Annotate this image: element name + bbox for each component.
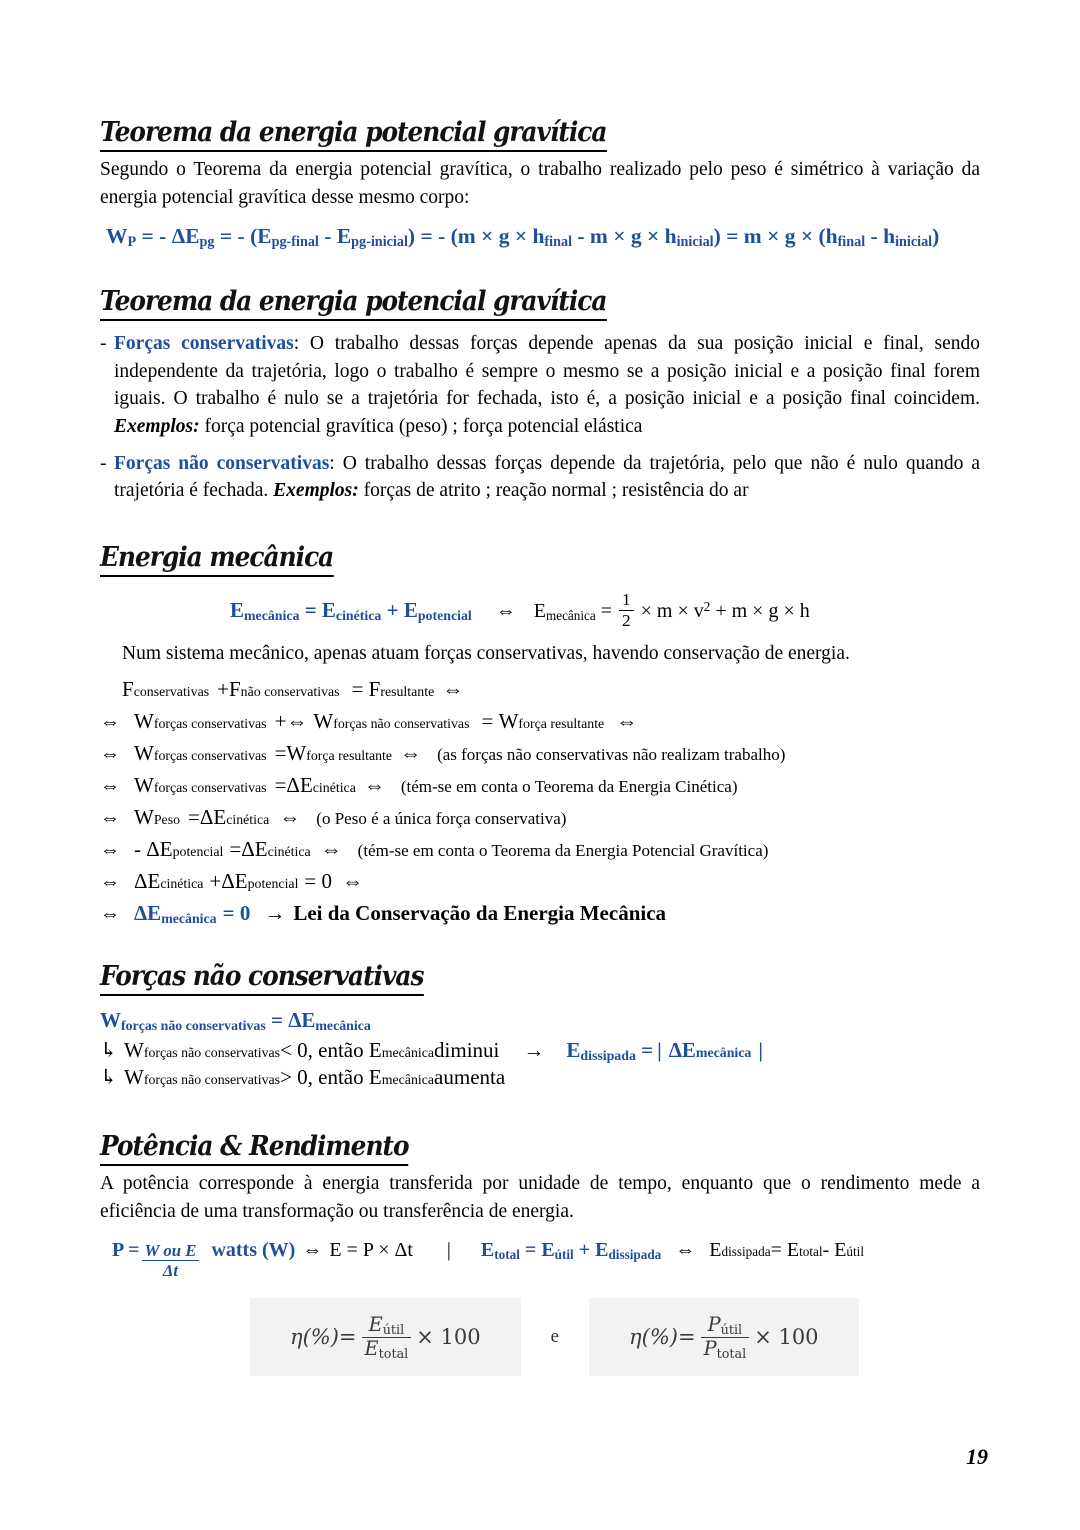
chain-f2: F [228,677,241,702]
eff-den-right-sub: total [716,1346,747,1362]
formula-sub-inicial-1: inicial [676,233,714,250]
law-text: Lei da Conservação da Energia Mecânica [293,901,667,926]
text-conservativas-after: força potencial gravítica (peso) ; força potencial elástica [199,415,643,437]
em2-e: E [533,600,546,623]
formula-minus-3: - [865,223,884,248]
em-sub-potencial: potencial [417,608,472,624]
chain-e-4: E [254,837,268,862]
em2-eq: = [595,600,618,623]
formula-work-potential-energy [100,224,980,249]
chain-iff-icon-8: ⇔ [363,773,385,798]
pot-edis: E [595,1238,609,1261]
pot-etotal: E [480,1238,495,1261]
chain-e-3: E [159,837,173,862]
chain-eq-1: = [351,677,369,702]
row-wnc-negative: ↳ W forças não conservativas < 0, então E mecânica diminui → $E_{dissipada}$ = | ΔE mecânica | [100,1038,763,1064]
chain-f1: F [122,677,134,702]
chain-iff-icon-12: ⇔ [320,837,342,862]
chain-iff-icon-11: ⇔ [100,839,120,862]
formula-wnc-equals-delta-em [100,1008,980,1033]
list-body-2 [114,450,980,505]
list-dash-1: - [100,332,107,354]
chain-eq-5: = [188,805,200,830]
formula-energia-mecanica-blue [230,598,472,622]
eff-eta-left: η(%) [290,1325,339,1350]
pot-p-label: P = [112,1238,140,1261]
chain-note-teorema-potencial: (tém-se em conta o Teorema da Energia Potencial Gravítica) [357,841,769,861]
pot-e-equation: E = P × Δt [329,1238,413,1261]
chain-row-delta-potencial: ⇔ - Δ E potencial = Δ E cinética ⇔ (tém-se em conta o Teorema da Energia Potencial Gravítica) [100,837,769,862]
formula-eq-1: = - [136,223,172,248]
formula-sub-pg-inicial: pg-inicial [351,233,408,250]
fraction-one-half [619,591,634,630]
chain-iff-icon-4: ⇔ [616,709,638,734]
fraction-numerator-1: 1 [619,591,634,611]
pot-plus: + [573,1238,596,1261]
pot-iff-icon-2: ⇔ [675,1238,696,1261]
chain-iff-icon-3: ⇔ [286,709,308,734]
section-1-title-wrap [100,118,980,156]
eff-den-right-sym: P [703,1336,717,1360]
eff-den-right [701,1336,750,1362]
chain-f3: F [368,677,381,702]
eff-den-left [362,1336,412,1362]
list-item-forcas-nao-conservativas [100,450,980,505]
formula-potencia-rendimento: P = $\frac{\text{W ou E}}{\Delta t}$ watts (W) ⇔ E = P × Δt | $E_{total} = E_{útil} + E_{dissipada}$ ⇔ E dissipada = E total - E útil [112,1238,865,1281]
arrow-down-right-icon-2: ↳ [100,1065,118,1090]
list-item-forcas-conservativas [100,330,980,441]
fraction-denominator-2: 2 [622,611,631,631]
pot-divider: | [446,1238,451,1261]
chain-iff-icon-15: ⇔ [100,903,120,926]
abs-bar-open: | [657,1038,662,1063]
chain-e-5: E [147,869,161,894]
abs-bar-close: | [758,1038,763,1063]
chain-row-delta-cinetica: ⇔ W forças conservativas = Δ E cinética ⇔ (tém-se em conta o Teorema da Energia Cinética) [100,773,738,798]
chain-w5: W [286,741,307,766]
formula-eq-2: = - ( [214,223,258,248]
eff-eq-left: = [338,1325,357,1350]
efficiency-fraction-left [362,1313,412,1362]
heading-teorema-energia-potencial-gravitica-2: Teorema da energia potencial gravítica [100,287,606,321]
formula-term-h2: h [664,223,677,248]
fraction-denominator-delta-t: Δt [162,1261,179,1281]
chain-e-2: E [213,805,227,830]
chain-row-peso: ⇔ W Peso = Δ E cinética ⇔ (o Peso é a única força conservativa) [100,805,567,830]
efficiency-box-power [589,1298,859,1376]
heading-forcas-nao-conservativas: Forças não conservativas [100,962,423,996]
chain-delta-2: Δ [199,805,214,830]
chain-iff-icon-1: ⇔ [442,677,464,702]
pot-iff-icon-1: ⇔ [302,1238,323,1261]
chain-delta-5: Δ [134,869,148,894]
pot-minus: - E [822,1238,847,1261]
efficiency-fraction-right [701,1313,750,1362]
chain-e-6: E [234,869,248,894]
section-5-title-wrap [100,1132,980,1170]
eff-num-left-sub: útil [382,1322,405,1338]
em-e: E [230,598,245,623]
law-zero: 0 [239,901,251,926]
examples-label-1: Exemplos: [114,415,200,437]
formula-term-e1: E [257,223,272,248]
text-nao-conservativas-after: forças de atrito ; reação normal ; resistência do ar [358,480,749,502]
neg-res-eq: = [635,1038,654,1063]
chain-eq-2: = [481,709,499,734]
em2-sub-mecanica: mecânica [545,608,596,624]
pot-eutil: E [541,1238,555,1261]
chain-iff-icon-9: ⇔ [100,807,120,830]
text-conservativas-before: O trabalho dessas forças depende apenas da sua posição inicial e final, sendo independente da trajetória, logo o trabalho é sempre o mesmo se a posição inicial e a posição final forem iguais. O trabalho é nulo se a trajetória for fechada, isto é, a posição inicial e a posição final coincidem. [114,332,981,410]
chain-row-sum-zero: ⇔ Δ E cinética + Δ E potencial = 0 ⇔ [100,869,364,894]
eff-den-left-sym: E [364,1336,379,1360]
pot-edis-sub: dissipada [608,1246,662,1262]
chain-w4: W [134,741,154,766]
eff-num-left-sym: E [368,1313,383,1337]
formula-sub-p: P [127,233,137,250]
wnc-de-sub: mecânica [315,1018,371,1034]
formula-term-w: W [106,223,128,248]
chain-note-nao-realizam: (as forças não conservativas não realizam trabalho) [437,745,786,765]
pos-cmp: > 0, então E [280,1065,382,1090]
chain-delta-6: Δ [221,869,235,894]
chain-eq-4: = [274,773,287,798]
formula-energia-mecanica-expanded [533,590,810,631]
law-eq: = [222,901,240,926]
em-sub-cinetica: cinética [335,608,382,624]
chain-w7: W [134,805,154,830]
wnc-de: ΔE [288,1008,316,1033]
term-colon-1: : [293,332,310,354]
em-sub-mecanica: mecânica [244,608,300,624]
wnc-eq: = [265,1008,289,1033]
term-forcas-conservativas: Forças conservativas [114,332,294,354]
chain-minus-sign: - [134,837,147,862]
chain-iff-icon-5: ⇔ [100,743,120,766]
formula-term-delta-e: ΔE [171,223,200,248]
em-ek: E [321,598,336,623]
em2-tail-b: + m × g × h [710,600,810,623]
neg-res-sub: dissipada [580,1048,636,1064]
chain-iff-icon-6: ⇔ [400,741,422,766]
formula-term-h4: h [883,223,896,248]
eff-den-left-sub: total [378,1346,409,1362]
chain-delta-3: Δ [146,837,160,862]
chain-note-teorema-cinetica: (tém-se em conta o Teorema da Energia Cinética) [400,777,738,797]
em2-exponent: 2 [703,599,711,615]
paragraph-sistema-mecanico: Num sistema mecânico, apenas atuam forças conservativas, havendo conservação de energia. [122,643,850,665]
heading-teorema-energia-potencial-gravitica-1: Teorema da energia potencial gravítica [100,118,606,152]
em-eq: = [299,598,322,623]
pos-w: W [124,1065,144,1090]
chain-note-peso-unica: (o Peso é a única força conservativa) [316,809,567,829]
eff-times-left: × 100 [416,1325,481,1350]
law-sub-mecanica: mecânica [161,911,217,927]
formula-term-h3: h [825,223,838,248]
formula-term-h1: h [532,223,545,248]
text-nao-conservativas-before: O trabalho dessas forças depende da trajetória, pelo que não é nulo quando a trajetória é fechada. [114,452,980,502]
chain-iff-icon-13: ⇔ [100,871,120,894]
chain-zero-1: 0 [321,869,333,894]
chain-iff-icon-7: ⇔ [100,775,120,798]
eff-num-right-sub: útil [720,1322,743,1338]
page-number: 19 [966,1444,988,1469]
chain-plus-2: + [274,709,287,734]
pot-edis2: E [709,1238,722,1261]
heading-energia-mecanica: Energia mecânica [100,543,333,577]
chain-delta-1: Δ [286,773,300,798]
chain-plus-1: + [217,677,229,702]
formula-sub-pg: pg [199,233,215,250]
chain-e-1: E [299,773,313,798]
neg-res-de: ΔE [668,1038,696,1063]
formula-minus-1: - [318,223,337,248]
formula-eq-4: ) = m × g × ( [713,223,826,248]
eff-times-right: × 100 [754,1325,819,1350]
pot-etotal-sub: total [494,1246,520,1262]
law-delta: Δ [134,901,148,926]
list-body-1 [114,330,980,441]
paragraph-teorema-intro: Segundo o Teorema da energia potencial gravítica, o trabalho realizado pelo peso é simétrico à variação da energia potencial gravítica desse mesmo corpo: [100,159,980,208]
fraction-numerator-w-ou-e: W ou E [142,1242,200,1262]
chain-w1: W [134,709,154,734]
pot-eq-b: = [519,1238,542,1261]
chain-delta-4: Δ [241,837,255,862]
chain-w6: W [134,773,154,798]
formula-sub-final-2: final [837,233,866,250]
eff-num-left [362,1315,412,1337]
pot-watts-label: watts (W) [211,1238,296,1261]
chain-w3: W [498,709,519,734]
formula-sub-pg-final: pg-final [271,233,319,250]
fraction-work-over-time [142,1242,200,1280]
neg-res-e: E [566,1038,581,1063]
efficiency-formula-row [100,1298,980,1376]
pot-eutil-sub: útil [554,1246,574,1262]
chain-eq-7: = [304,869,322,894]
neg-arrow-icon: → [523,1038,545,1063]
section-3-title-wrap [100,543,980,581]
neg-cmp: < 0, então E [280,1038,382,1063]
formula-term-e2: E [336,223,352,248]
row-wnc-positive: ↳ W forças não conservativas > 0, então E mecânica aumenta [100,1065,506,1090]
e-dissipada-term [566,1038,654,1064]
chain-eq-3: = [274,741,287,766]
chain-row-conservation-law [100,901,980,927]
law-delta-e-mecanica [134,901,217,927]
chain-row-forces: F conservativas + F não conservativas = F resultante ⇔ [122,677,464,702]
em2-tail-a: × m × v [635,600,704,623]
eff-eq-right: = [677,1325,696,1350]
section-4-title-wrap [100,962,980,1000]
pos-verb: aumenta [434,1065,506,1090]
section-2-title-wrap [100,287,980,325]
paragraph-potencia-intro: A potência corresponde à energia transferida por unidade de tempo, enquanto que o rendimento mede a eficiência de uma transformação ou transferência de energia. [100,1173,980,1223]
law-arrow-icon: → [264,901,286,926]
neg-verb: diminui [434,1038,500,1063]
examples-label-2: Exemplos: [273,480,359,502]
wnc-sub: forças não conservativas [121,1018,266,1034]
chain-iff-icon-10: ⇔ [279,805,301,830]
efficiency-box-energy [250,1298,521,1376]
chain-eq-6: = [229,837,242,862]
etotal-equation-blue [481,1240,661,1260]
pot-eq-c: = E [770,1238,800,1261]
formula-minus-2: - m × g × [572,223,665,248]
formula-close-paren: ) [932,223,940,248]
list-dash-2: - [100,452,107,474]
formula-sub-final-1: final [544,233,573,250]
wnc-w: W [100,1008,121,1033]
arrow-down-right-icon-1: ↳ [100,1038,118,1063]
neg-w: W [124,1038,144,1063]
em-plus: + [381,598,404,623]
em-iff-icon: ⇔ [495,600,516,623]
page-content [100,118,980,1376]
chain-iff-icon-14: ⇔ [342,869,364,894]
chain-row-works-sum: ⇔ W forças conservativas + ⇔ W forças não conservativas = W força resultante ⇔ [100,709,638,734]
formula-sub-inicial-2: inicial [895,233,933,250]
efficiency-separator: e [550,1326,560,1348]
term-colon-2: : [329,452,343,474]
term-forcas-nao-conservativas: Forças não conservativas [114,452,330,474]
eff-eta-right: η(%) [629,1325,678,1350]
eff-num-right [701,1315,750,1337]
chain-plus-3: + [209,869,222,894]
eff-num-right-sym: P [707,1313,721,1337]
chain-w2: W [313,709,334,734]
em-ep: E [403,598,418,623]
heading-potencia-rendimento: Potência & Rendimento [100,1132,409,1166]
formula-eq-3: ) = - (m × g × [407,223,533,248]
law-e: E [147,901,162,926]
chain-iff-icon-2: ⇔ [100,711,120,734]
chain-row-works-equal: ⇔ W forças conservativas = W força resultante ⇔ (as forças não conservativas não realizam trabalho) [100,741,786,766]
